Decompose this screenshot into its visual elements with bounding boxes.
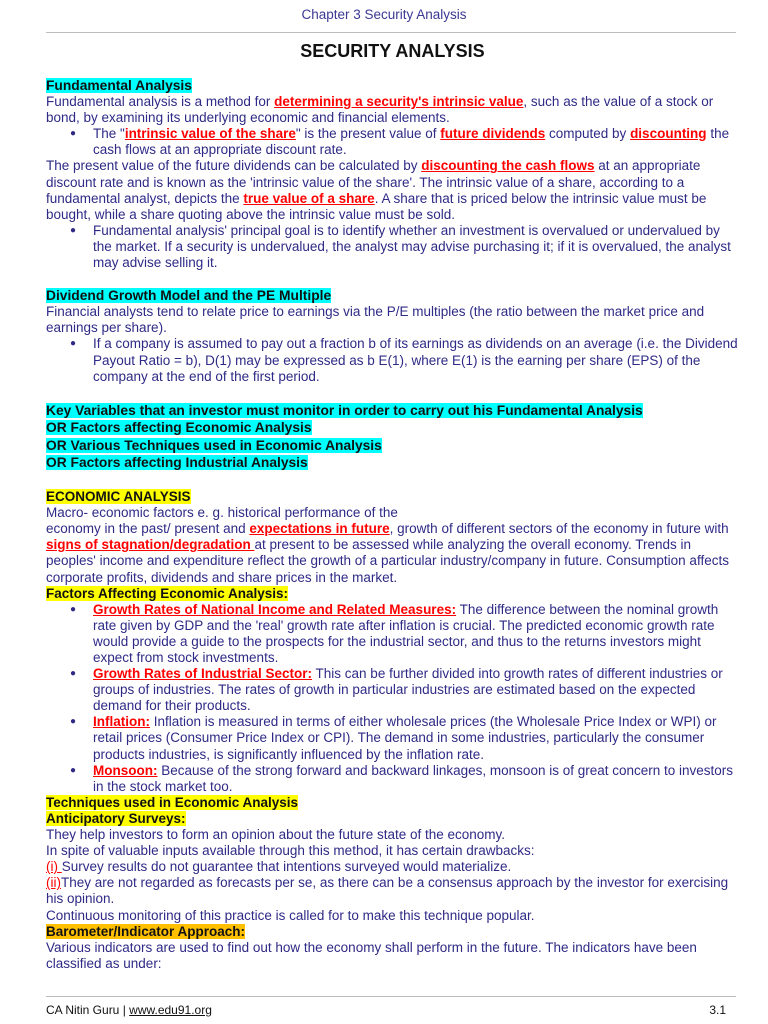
footer-divider <box>46 996 736 997</box>
anticipatory-paragraph-1: They help investors to form an opinion about the future state of the economy. <box>46 827 506 843</box>
list-item: ● Fundamental analysis' principal goal is to identify whether an investment is overvalued or undervalued by the market. If a security is undervalued, the analyst may advise purchasing it; if it is overvalued, the analyst may advise selling it. <box>93 223 742 271</box>
factor-link[interactable]: Growth Rates of National Income and Related Measures: <box>93 601 457 617</box>
fundamental-analysis-heading: Fundamental Analysis <box>46 78 192 93</box>
drawback-i: (i) Survey results do not guarantee that intentions surveyed would materialize. <box>46 859 512 875</box>
page-number: 3.1 <box>709 1003 726 1017</box>
link-true-value[interactable]: true value of a share <box>243 190 375 206</box>
fa-paragraph-1: Fundamental analysis is a method for determining a security's intrinsic value, such as the value of a stock or bond, by examining its underlying economic and financial elements. <box>46 94 714 126</box>
link-discounting-cash-flows[interactable]: discounting the cash flows <box>421 158 595 174</box>
footer-site-link[interactable]: www.edu91.org <box>129 1003 212 1017</box>
document-body <box>46 78 742 972</box>
factor-link[interactable]: Growth Rates of Industrial Sector: <box>93 666 313 682</box>
dgm-paragraph: Financial analysts tend to relate price to earnings via the P/E multiples (the ratio between the market price and earnings per share). <box>46 304 705 336</box>
drawback-ii: (ii)They are not regarded as forecasts per se, as there can be a consensus approach by the investor for exercising his opinion. <box>46 875 729 907</box>
list-item: ● The "intrinsic value of the share" is the present value of future dividends computed by discounting the cash flows at an appropriate discount rate. <box>93 126 742 158</box>
list-item: ● Monsoon: Because of the strong forward and backward linkages, monsoon is of great concern to investors in the stock market too. <box>93 763 742 795</box>
footer-author: CA Nitin Guru | www.edu91.org <box>46 1003 212 1017</box>
key-variables-line: OR Factors affecting Economic Analysis <box>46 420 312 436</box>
list-item: ● Growth Rates of Industrial Sector: This can be further divided into growth rates of different industries or groups of industries. The rates of growth in particular industries are estimated based on the expected demand for their products. <box>93 666 742 714</box>
list-item: ● If a company is assumed to pay out a fraction b of its earnings as dividends on an average (i.e. the Dividend Payout Ratio = b), D(1) may be expressed as b E(1), where E(1) is the earning per share (EPS) of the company at the end of the first period. <box>93 336 742 384</box>
ea-paragraph-1a: Macro- economic factors e. g. historical performance of the <box>46 505 398 521</box>
factor-link[interactable]: Monsoon: <box>93 762 158 778</box>
techniques-heading: Techniques used in Economic Analysis <box>46 794 299 810</box>
fa-bullets-2 <box>46 223 742 271</box>
key-variables-line: Key Variables that an investor must monitor in order to carry out his Fundamental Analysis <box>46 402 643 418</box>
economic-analysis-heading: ECONOMIC ANALYSIS <box>46 489 191 505</box>
header-divider <box>46 32 736 33</box>
factors-heading: Factors Affecting Economic Analysis: <box>46 585 289 601</box>
anticipatory-paragraph-3: Continuous monitoring of this practice is called for to make this technique popular. <box>46 907 535 923</box>
fa-paragraph-2: The present value of the future dividends can be calculated by discounting the cash flows at an appropriate discount rate and is known as the 'intrinsic value of the share'. The intrinsic value of a share, according to a fundamental analyst, depicts the true value of a share. A share that is priced below the intrinsic value must be bought, while a share quoting above the intrinsic value must be sold. <box>46 158 707 222</box>
link-discounting[interactable]: discounting <box>630 126 707 142</box>
barometer-heading: Barometer/Indicator Approach: <box>46 923 246 939</box>
link-future-dividends[interactable]: future dividends <box>440 126 546 142</box>
running-header: Chapter 3 Security Analysis <box>301 7 467 22</box>
barometer-paragraph: Various indicators are used to find out how the economy shall perform in the future. The indicators have been classified as under: <box>46 939 697 971</box>
fa-bullets-1 <box>46 126 742 158</box>
ea-paragraph-1: economy in the past/ present and expectations in future, growth of different sectors of the economy in future with signs of stagnation/degradation at present to be assessed while analyzing the overall economy. Trends in peoples' income and expenditure reflect the growth of a particular industry/company in future. Consumption affects corporate profits, dividends and share prices in the market. <box>46 521 729 585</box>
drawback-marker: (ii) <box>46 875 61 891</box>
dividend-growth-heading: Dividend Growth Model and the PE Multiple <box>46 288 332 304</box>
factor-link[interactable]: Inflation: <box>93 714 150 730</box>
dgm-bullets <box>46 336 742 384</box>
link-signs-stagnation[interactable]: signs of stagnation/degradation <box>46 537 255 553</box>
link-expectations-future[interactable]: expectations in future <box>249 521 390 537</box>
key-variables-line: OR Various Techniques used in Economic Analysis <box>46 437 382 453</box>
key-variables-block <box>46 402 742 472</box>
key-variables-line: OR Factors affecting Industrial Analysis <box>46 455 308 471</box>
factors-list <box>46 602 742 795</box>
list-item: ● Inflation: Inflation is measured in terms of either wholesale prices (the Wholesale Price Index or WPI) or retail prices (Consumer Price Index or CPI). The demand in some industries, particularly the consumer products industries, is significantly influenced by the inflation rate. <box>93 714 742 762</box>
page-title: SECURITY ANALYSIS <box>300 41 485 61</box>
drawback-marker: (i) <box>46 859 62 875</box>
link-intrinsic-value-share[interactable]: intrinsic value of the share <box>124 126 296 142</box>
anticipatory-heading: Anticipatory Surveys: <box>46 810 186 826</box>
fa-link-intrinsic-value[interactable]: determining a security's intrinsic value <box>274 94 524 110</box>
anticipatory-paragraph-2: In spite of valuable inputs available through this method, it has certain drawbacks: <box>46 843 535 859</box>
list-item: ● Growth Rates of National Income and Related Measures: The difference between the nominal growth rate given by GDP and the 'real' growth rate after inflation is crucial. The predicted economic growth rate would provide a guide to the prospects for the industrial sector, and thus to the returns investors might expect from stock investments. <box>93 602 742 666</box>
